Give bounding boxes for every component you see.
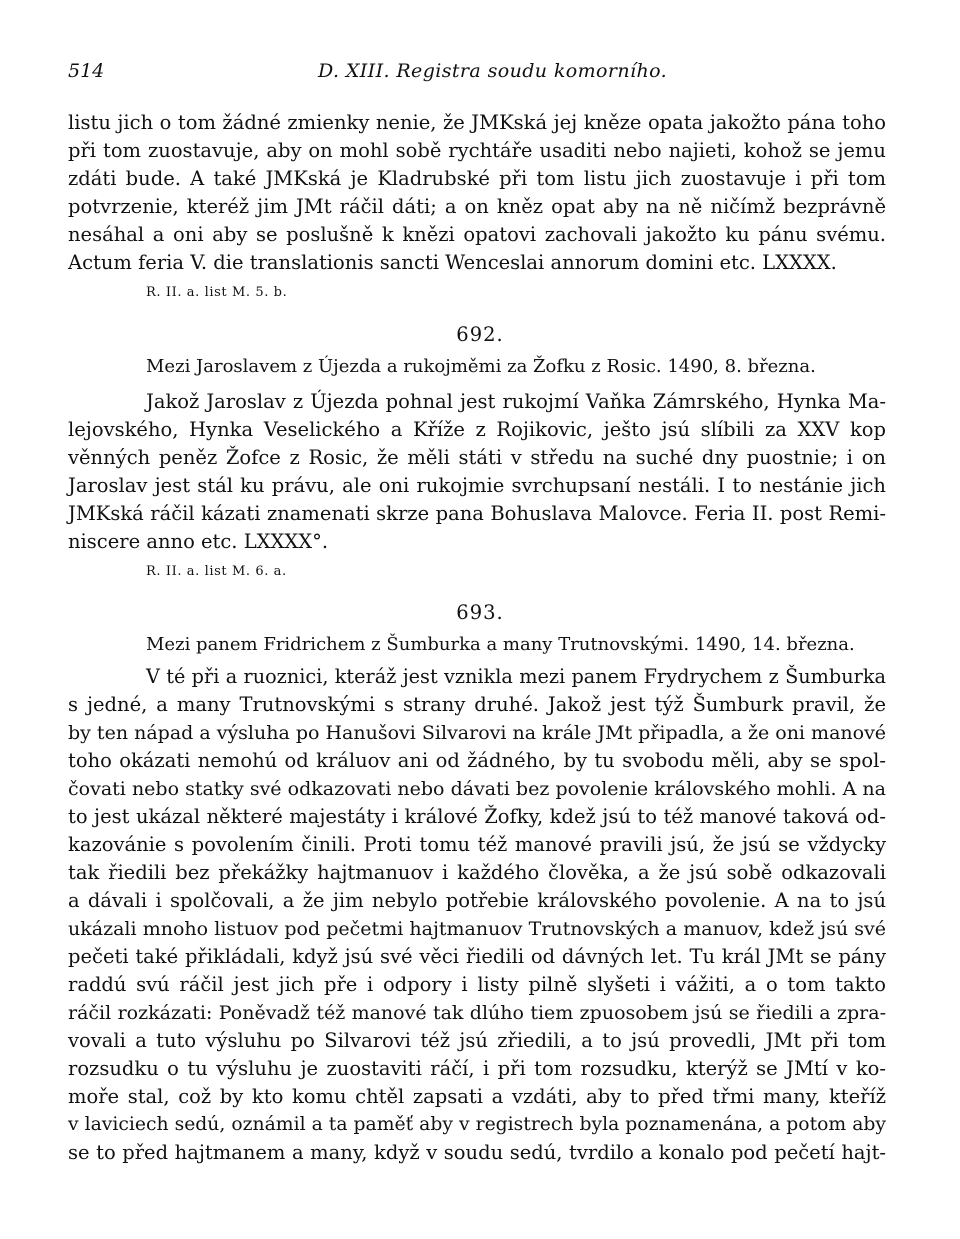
text-line: s jedné, a many Trutnovskými s strany druhé. Jakož jest týž Šumburk pravil, že bbox=[68, 693, 886, 716]
text-line: v laviciech sedú, oznámil a ta paměť aby v registrech byla poznamenána, a potom aby bbox=[68, 1114, 886, 1135]
text-line: Jaroslav jest stál ku právu, ale oni rukojmie svrchupsaní nestáli. I to nestánie jich bbox=[68, 474, 886, 497]
entry-number: 693. bbox=[456, 601, 504, 624]
text-line: pečeti také přikládali, když jsú své věci řiedili od dávných let. Tu král JMt se pány bbox=[68, 945, 886, 968]
source-reference: R. II. a. list M. 6. a. bbox=[146, 564, 287, 579]
text-line: niscere anno etc. LXXXX°. bbox=[68, 530, 329, 553]
text-line: vovali a tuto výsluhu po Silvarovi též jsú zřiedili, a to jsú provedli, JMt při tom bbox=[68, 1029, 886, 1052]
text-line: nesáhal a oni aby se poslušně k knězi opatovi zachovali jakožto ku pánu svému. bbox=[68, 223, 886, 246]
text-line: listu jich o tom žádné zmienky nenie, že JMKská jej kněze opata jakožto pána toho bbox=[68, 111, 886, 134]
text-line: potvrzenie, kteréž jim JMt ráčil dáti; a on kněz opat aby na ně ničímž bezprávně bbox=[68, 195, 886, 218]
entry-summary: Mezi panem Fridrichem z Šumburka a many Trutnovskými. 1490, 14. března. bbox=[146, 634, 855, 655]
text-line: moře stal, což by kto komu chtěl zapsati a vzdáti, aby to před třmi many, kteříž bbox=[68, 1085, 886, 1108]
text-line: při tom zuostavuje, aby on mohl sobě rychtáře usaditi nebo najieti, kohož se jemu bbox=[68, 139, 886, 162]
text-line: kazovánie s povolením činili. Proti tomu též manové pravili jsú, že jsú se vždycky bbox=[68, 833, 886, 856]
text-line: tak řiedili bez překážky hajtmanuov i každého člověka, a že jsú sobě odkazovali bbox=[68, 861, 886, 884]
text-line: se to před hajtmanem a many, když v soudu sedú, tvrdilo a konalo pod pečetí hajt- bbox=[68, 1141, 886, 1164]
text-line: ráčil rozkázati: Poněvadž též manové tak dlúho tiem zpuosobem jsú se řiedili a zpra- bbox=[68, 1002, 886, 1024]
text-line: Jakož Jaroslav z Újezda pohnal jest rukojmí Vaňka Zámrského, Hynka Ma- bbox=[146, 390, 886, 413]
entry-number: 692. bbox=[456, 323, 504, 346]
text-line: raddú svú ráčil jest jich pře i odpory i listy pilně slyšeti i vážiti, a o tom takto bbox=[68, 973, 886, 996]
running-title: D. XIII. Registra soudu komorního. bbox=[318, 60, 668, 82]
text-line: čovati nebo statky své odkazovati nebo dávati bez povolenie královského mohli. A na bbox=[68, 778, 886, 800]
text-line: zdáti bude. A také JMKská je Kladrubské při tom listu jich zuostavuje i při tom bbox=[68, 167, 886, 190]
text-line: by ten nápad a výsluha po Hanušovi Silvarovi na krále JMt připadla, a že oni manové bbox=[68, 722, 887, 744]
text-line: V té při a ruoznici, kteráž jest vznikla mezi panem Frydrychem z Šumburka bbox=[146, 665, 886, 688]
text-line: věnných peněz Žofce z Rosic, že měli státi v středu na suché dny puostnie; i on bbox=[68, 446, 886, 469]
text-line: lejovského, Hynka Veselického a Kříže z Rojikovic, ješto jsú slíbili za XXV kop bbox=[68, 418, 886, 441]
text-line: toho okázati nemohú od králuov ani od žádného, by tu svobodu měli, aby se spol- bbox=[68, 749, 886, 772]
text-line: rozsudku o tu výsluhu je zuostaviti ráčí, i při tom rozsudku, kterýž se JMtí v ko- bbox=[68, 1057, 886, 1080]
source-reference: R. II. a. list M. 5. b. bbox=[146, 285, 288, 300]
text-line: a dávali i spolčovali, a že jim nebylo potřebie královského povolenie. A na to jsú bbox=[68, 889, 886, 912]
page-header bbox=[68, 60, 886, 88]
entry-summary: Mezi Jaroslavem z Újezda a rukojměmi za Žofku z Rosic. 1490, 8. března. bbox=[146, 356, 816, 377]
text-line: ukázali mnoho listuov pod pečetmi hajtmanuov Trutnovských a manuov, kdež jsú své bbox=[68, 918, 886, 940]
text-line: JMKská ráčil kázati znamenati skrze pana Bohuslava Malovce. Feria II. post Remi- bbox=[68, 502, 886, 525]
text-line: Actum feria V. die translationis sancti Wenceslai annorum domini etc. LXXXX. bbox=[68, 251, 837, 274]
page-number: 514 bbox=[68, 60, 105, 82]
text-line: to jest ukázal některé majestáty i králové Žofky, kdež jsú to též manové taková od- bbox=[68, 805, 886, 828]
